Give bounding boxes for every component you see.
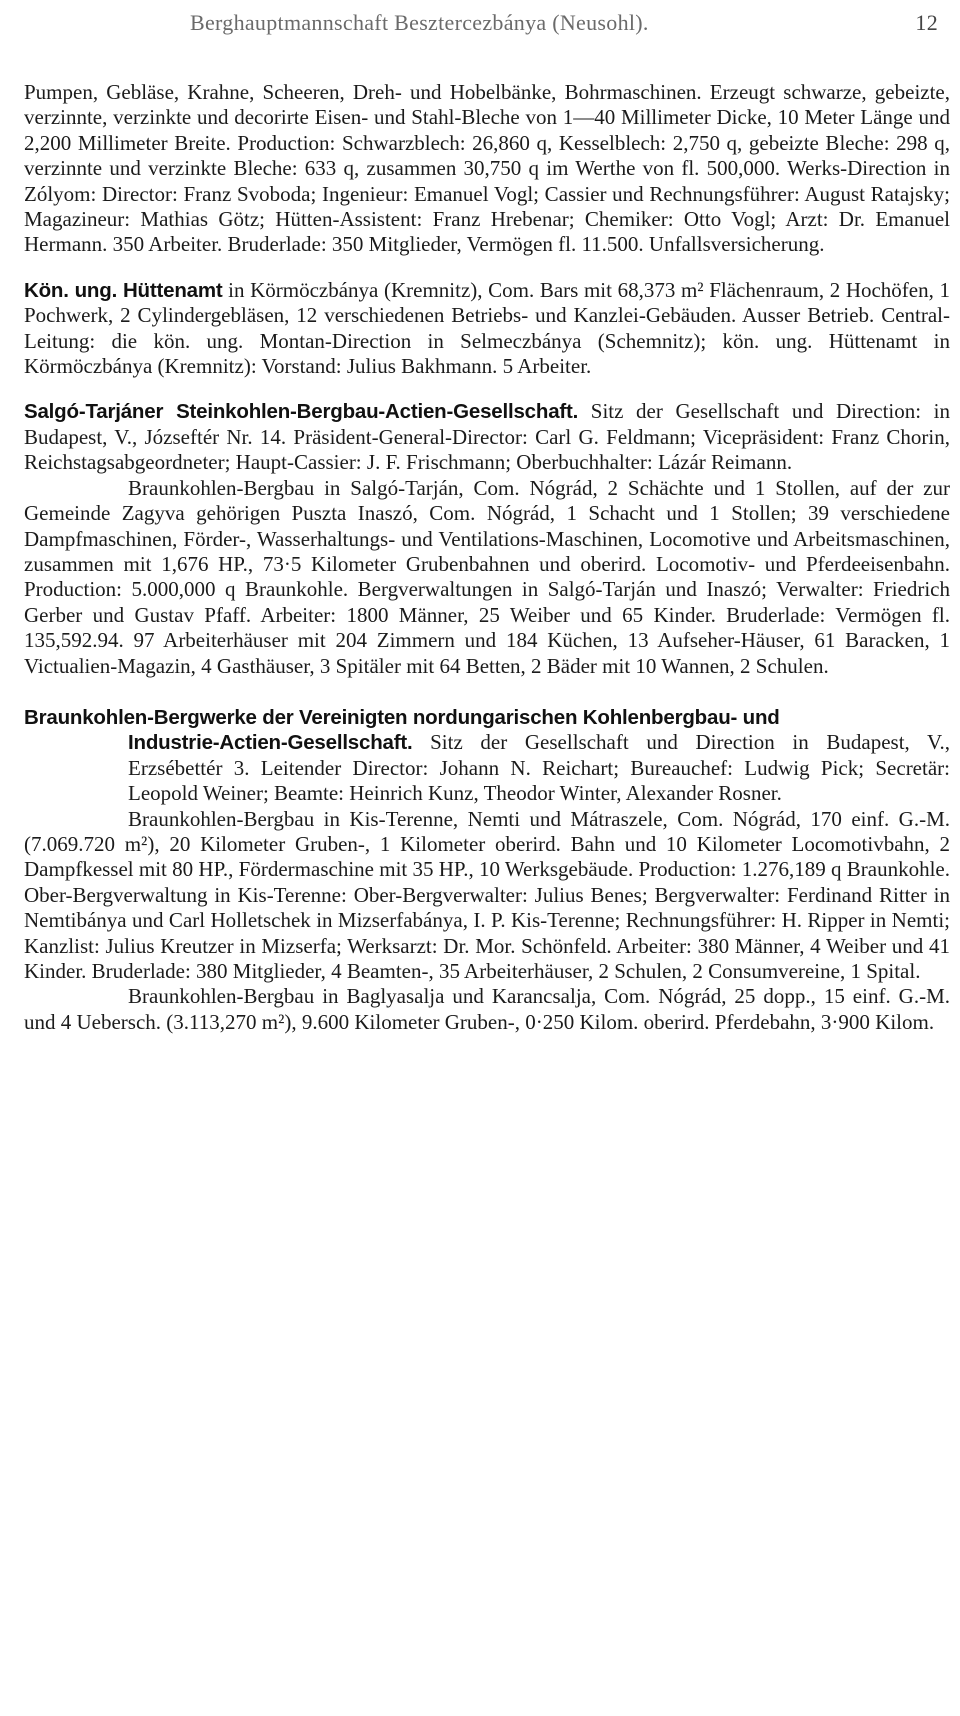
entry-text: Sitz der Gesellschaft und Direction: in Budapest, V., Józseftér Nr. 14. Präsident-General-Director: Carl G. Feldmann; Vicepräsident: Franz Chorin, Reichstagsabgeordneter; Haupt-Cassier: J. F. Frischmann; Oberbuchhalter: Lázár Reimann. — [24, 399, 951, 475]
entry-nordungarische-cont — [24, 730, 950, 806]
continued-paragraph: Pumpen, Gebläse, Krahne, Scheeren, Dreh- und Hobelbänke, Bohrmaschinen. Erzeugt schwarze, gebeizte, verzinnte, verzinkte und decorirte Eisen- und Stahl-Bleche von 1—40 Millimeter Dicke, 10 Meter Länge und 2,200 Millimeter Breite. Production: Schwarzblech: 26,860 q, Kesselblech: 2,750 q, gebeizte Bleche: 298 q, verzinnte und verzinkte Bleche: 633 q, zusammen 30,750 q im Werthe von fl. 500,000. Werks-Direction in Zólyom: Director: Franz Svoboda; Ingenieur: Emanuel Vogl; Cassier und Rechnungsführer: August Ratajsky; Magazineur: Mathias Götz; Hütten-Assistent: Franz Hrebenar; Chemiker: Otto Vogl; Arzt: Dr. Emanuel Hermann. 350 Arbeiter. Bruderlade: 350 Mitglieder, Vermögen fl. 11.500. Unfallsversicherung. — [24, 80, 950, 257]
page-number: 12 — [915, 10, 938, 35]
running-header — [170, 6, 950, 46]
entry-heading: Braunkohlen-Bergwerke der Vereinigten nordungarischen Kohlenbergbau- und — [24, 705, 780, 729]
entry-text: Sitz der Gesellschaft und Direction in Budapest, V., Erzsébettér 3. Leitender Director: Johann N. Reichart; Bureauchef: Ludwig Pick; Secretär: Leopold Weiner; Beamte: Heinrich Kunz, Theodor Winter, Alexander Rosner. — [128, 730, 950, 806]
entry-salgo-tarjaner — [24, 399, 950, 475]
entry-heading-cont: Industrie-Actien-Gesellschaft. — [128, 731, 413, 755]
entry-heading: Salgó-Tarjáner Steinkohlen-Bergbau-Actien-Gesellschaft. — [24, 400, 579, 424]
entry-paragraph: Braunkohlen-Bergbau in Kis-Terenne, Nemti und Mátraszele, Com. Nógrád, 170 einf. G.-M. (7.069.720 m²), 20 Kilometer Gruben-, 1 Kilometer oberird. Bahn und 10 Kilometer Locomotivbahn, 2 Dampfkessel mit 80 HP., Fördermaschine mit 35 HP., 10 Werksgebäude. Production: 1.276,189 q Braunkohle. Ober-Bergverwaltung in Kis-Terenne: Ober-Bergverwalter: Julius Benes; Bergverwalter: Ferdinand Ritter in Nemtibánya und Carl Holletschek in Mizserfabánya, I. P. Kis-Terenne; Rechnungsführer: H. Ripper in Nemti; Kanzlist: Julius Kreutzer in Mizserfa; Werksarzt: Dr. Mor. Schönfeld. Arbeiter: 380 Männer, 4 Weiber und 41 Kinder. Bruderlade: 380 Mitglieder, 4 Beamten-, 35 Arbeiterhäuser, 2 Schulen, 2 Consumvereine, 1 Spital. — [24, 806, 950, 983]
entry-text: in Körmöczbánya (Kremnitz), Com. Bars mit 68,373 m² Flächenraum, 2 Hochöfen, 1 Pochwerk, 2 Cylindergebläsen, 12 verschiedenen Betriebs- und Kanzlei-Gebäuden. Ausser Betrieb. Central-Leitung: die kön. ung. Montan-Direction in Selmeczbánya (Schemnitz); kön. ung. Hüttenamt in Körmöczbánya (Kremnitz): Vorstand: Julius Bakhmann. 5 Arbeiter. — [24, 277, 950, 379]
page-body — [24, 80, 950, 1035]
entry-paragraph: Braunkohlen-Bergbau in Baglyasalja und Karancsalja, Com. Nógrád, 25 dopp., 15 einf. G.-M. und 4 Uebersch. (3.113,270 m²), 9.600 Kilometer Gruben-, 0·250 Kilom. oberird. Pferdebahn, 3·900 Kilom. — [24, 984, 950, 1034]
entry-paragraph: Braunkohlen-Bergbau in Salgó-Tarján, Com. Nógrád, 2 Schächte und 1 Stollen, auf der zur Gemeinde Zagyva gehörigen Puszta Inaszó, Com. Nógrád, 1 Schacht und 1 Stollen; 39 verschiedene Dampfmaschinen, Förder-, Wasserhaltungs- und Ventilations-Maschinen, Locomotive und Arbeitsmaschinen, zusammen mit 1,676 HP., 73·5 Kilometer Grubenbahnen und oberird. Locomotiv- und Pferdeeisenbahn. Production: 5.000,000 q Braunkohle. Bergverwaltungen in Salgó-Tarján und Inaszó; Verwalter: Friedrich Gerber und Gustav Pfaff. Arbeiter: 1800 Männer, 25 Weiber und 65 Kinder. Bruderlade: Vermögen fl. 135,592.94. 97 Arbeiterhäuser mit 204 Zimmern und 184 Küchen, 13 Aufseher-Häuser, 61 Baracken, 1 Victualien-Magazin, 4 Gasthäuser, 3 Spitäler mit 64 Betten, 2 Bäder mit 10 Wannen, 2 Schulen. — [24, 475, 950, 678]
entry-huettenamt — [24, 278, 950, 380]
entry-heading: Kön. ung. Hüttenamt — [24, 278, 223, 302]
entry-nordungarische — [24, 705, 950, 730]
header-title: Berghauptmannschaft Besztercezbánya (Neusohl). — [190, 10, 649, 35]
